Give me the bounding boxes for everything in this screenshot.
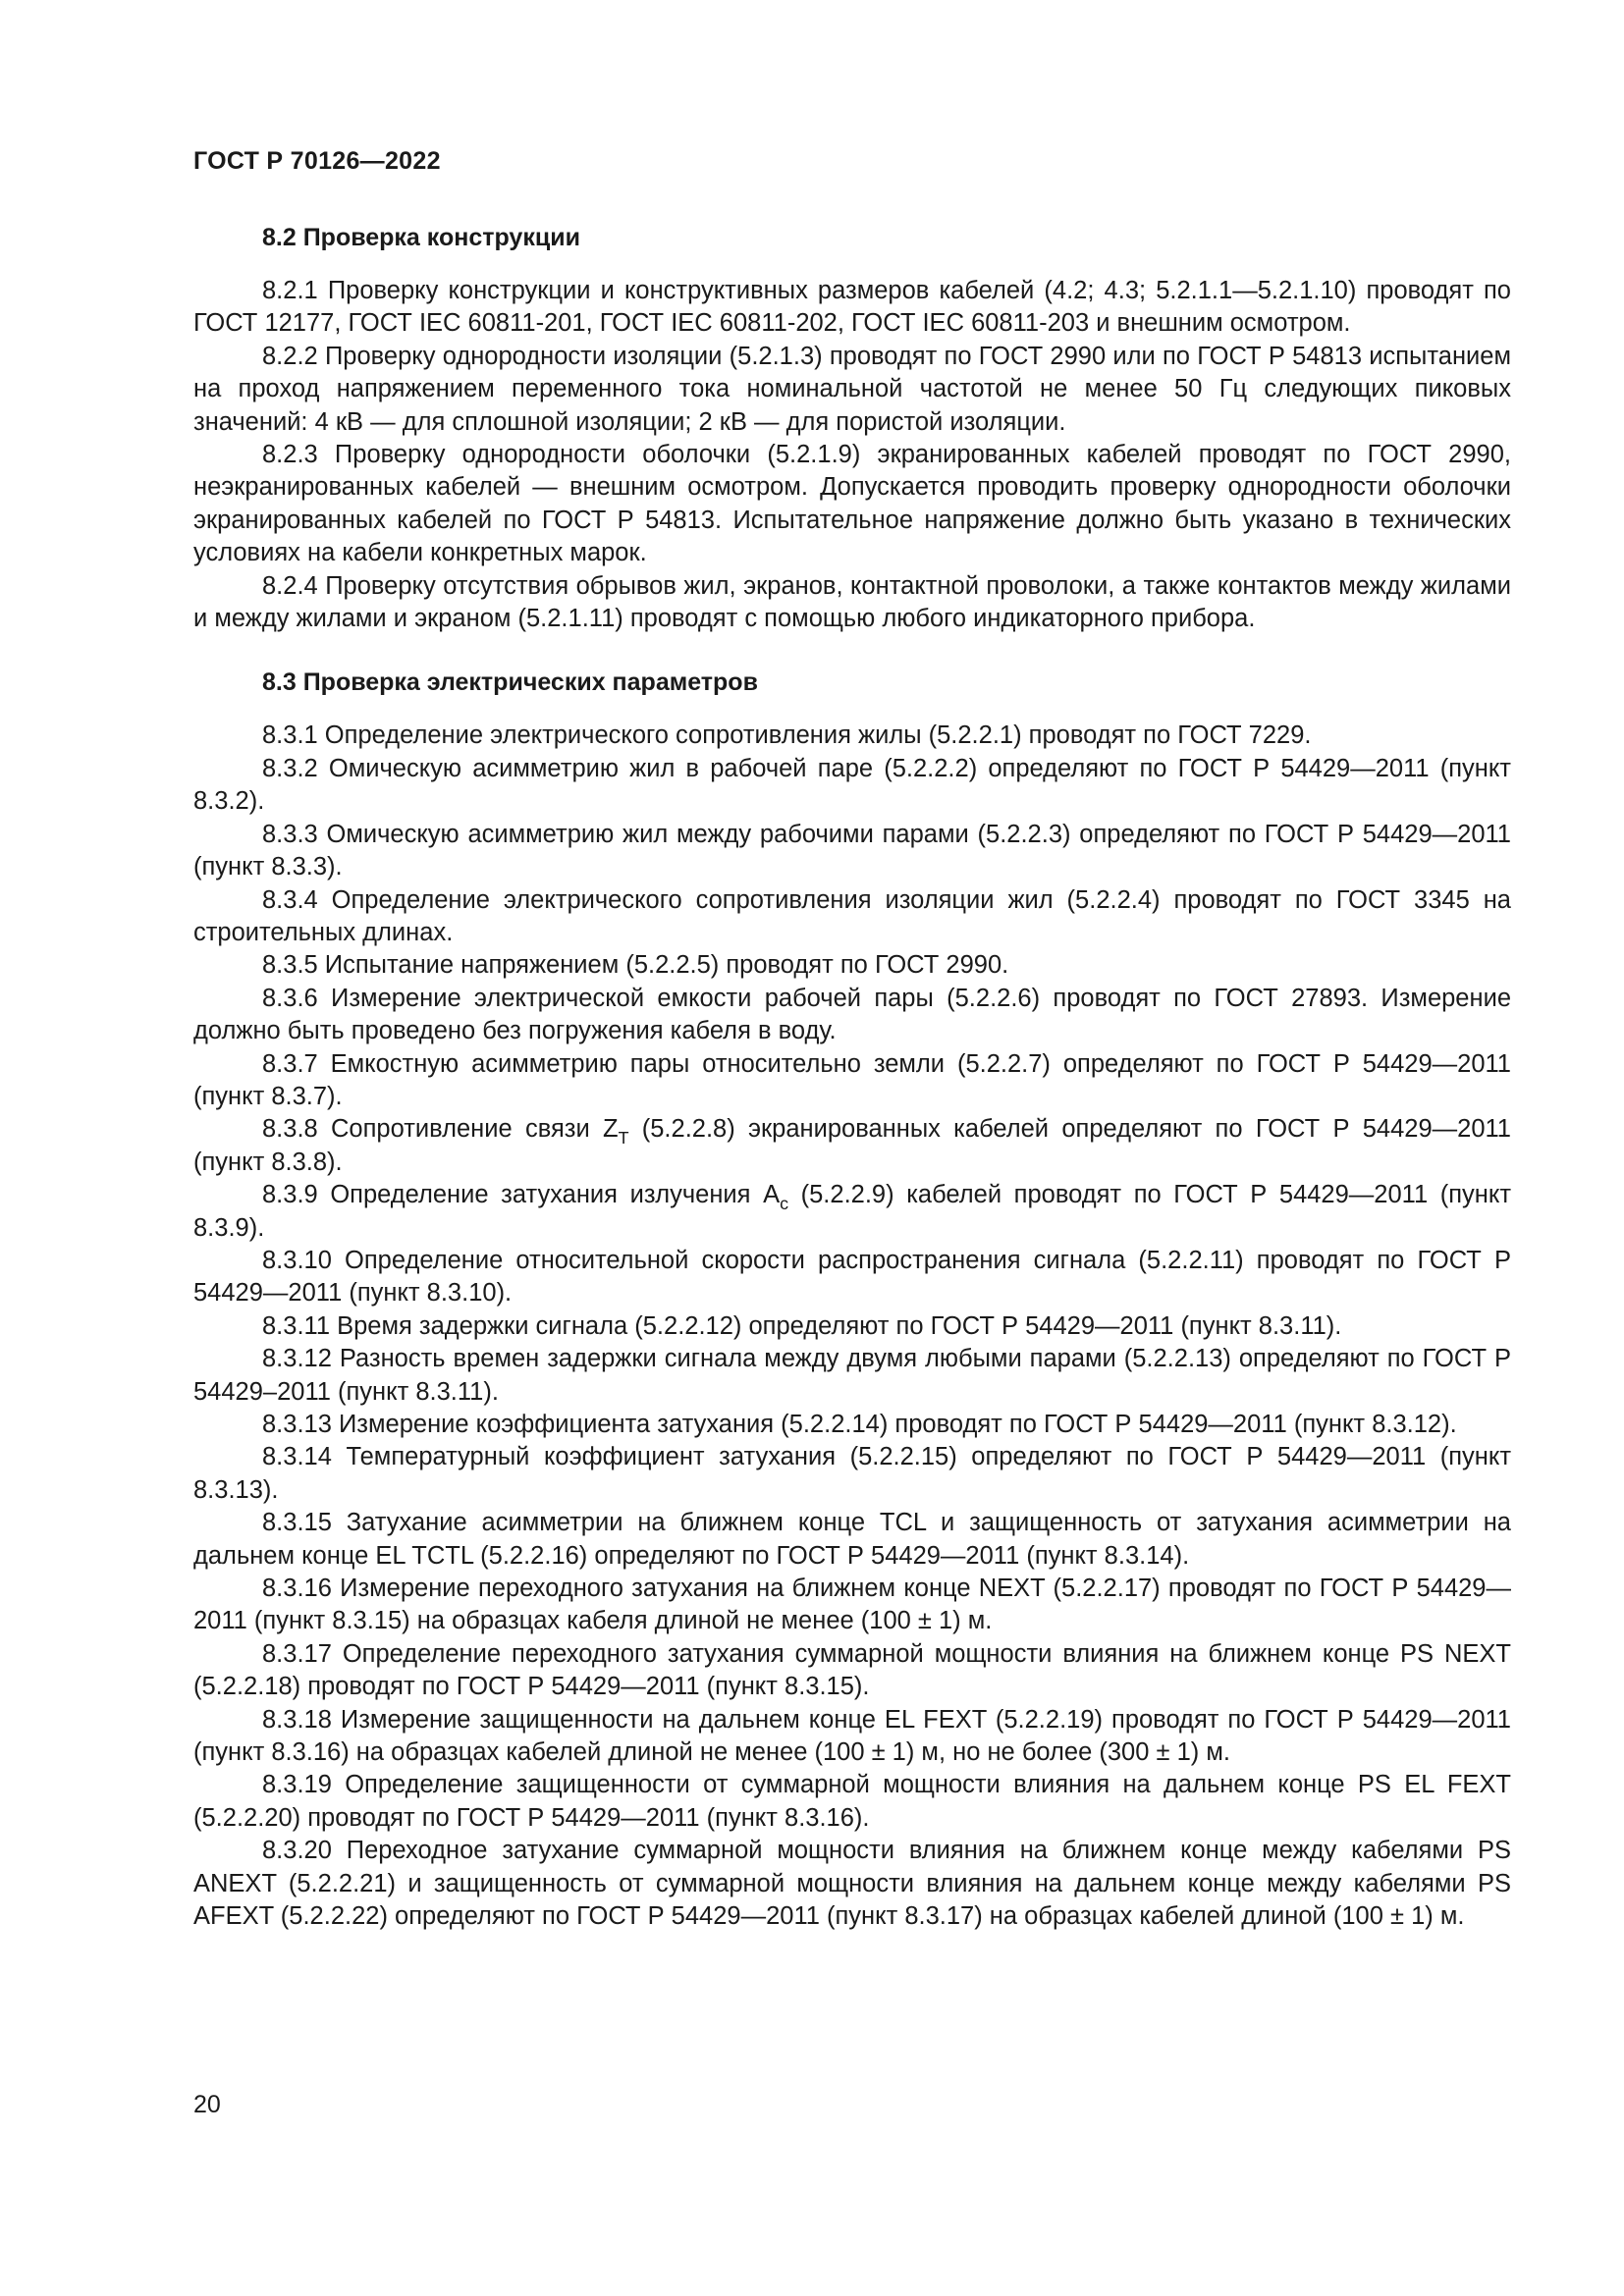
paragraph-8-2-4: 8.2.4 Проверку отсутствия обрывов жил, экранов, контактной проволоки, а также контактов между жилами и между жилами и экраном (5.2.1.11) проводят с помощью любого индикаторного прибора. (193, 571, 1511, 633)
paragraph-8-3-2: 8.3.2 Омическую асимметрию жил в рабочей паре (5.2.2.2) определяют по ГОСТ Р 54429—2011 (пункт 8.3.2). (193, 754, 1511, 816)
subscript-c: c (780, 1194, 789, 1214)
paragraph-8-3-17: 8.3.17 Определение переходного затухания суммарной мощности влияния на ближнем конце PS NEXT (5.2.2.18) проводят по ГОСТ Р 54429—2011 (пункт 8.3.15). (193, 1639, 1511, 1701)
paragraph-8-3-6: 8.3.6 Измерение электрической емкости рабочей пары (5.2.2.6) проводят по ГОСТ 27893. Измерение должно быть проведено без погружения кабеля в воду. (193, 984, 1511, 1045)
paragraph-8-3-10: 8.3.10 Определение относительной скорости распространения сигнала (5.2.2.11) проводят по ГОСТ Р 54429—2011 (пункт 8.3.10). (193, 1246, 1511, 1308)
paragraph-8-3-18: 8.3.18 Измерение защищенности на дальнем конце EL FEXT (5.2.2.19) проводят по ГОСТ Р 54429—2011 (пункт 8.3.16) на образцах кабелей длиной не менее (100 ± 1) м, но не более (300 ± 1) м. (193, 1705, 1511, 1767)
paragraph-8-3-9-text-before: 8.3.9 Определение затухания излучения A (262, 1181, 781, 1209)
paragraph-8-3-19: 8.3.19 Определение защищенности от суммарной мощности влияния на дальнем конце PS EL FEXT (5.2.2.20) проводят по ГОСТ Р 54429—2011 (пункт 8.3.16). (193, 1771, 1511, 1832)
paragraph-8-3-12: 8.3.12 Разность времен задержки сигнала между двумя любыми парами (5.2.2.13) определяют по ГОСТ Р 54429–2011 (пункт 8.3.11). (193, 1345, 1511, 1406)
paragraph-8-3-8 (193, 1113, 1511, 1179)
section-heading-8-2: 8.2 Проверка конструкции (262, 224, 580, 251)
paragraph-8-3-8-text-after: (5.2.2.8) экранированных кабелей определяют по ГОСТ Р 54429—2011 (пункт 8.3.8). (193, 1115, 1511, 1176)
paragraph-8-3-20: 8.3.20 Переходное затухание суммарной мощности влияния на ближнем конце между кабелями PS ANEXT (5.2.2.21) и защищенность от суммарной мощности влияния на дальнем конце между кабелями PS AFEXT (5.2.2.22) определяют по ГОСТ Р 54429—2011 (пункт 8.3.17) на образцах кабелей длиной (100 ± 1) м. (193, 1837, 1511, 1931)
subscript-t: T (618, 1128, 629, 1148)
document-body (193, 218, 1511, 1934)
paragraph-8-3-16: 8.3.16 Измерение переходного затухания на ближнем конце NEXT (5.2.2.17) проводят по ГОСТ Р 54429—2011 (пункт 8.3.15) на образцах кабеля длиной не менее (100 ± 1) м. (193, 1575, 1511, 1635)
paragraph-8-3-8-text-before: 8.3.8 Сопротивление связи Z (262, 1115, 619, 1144)
paragraph-8-3-13: 8.3.13 Измерение коэффициента затухания (5.2.2.14) проводят по ГОСТ Р 54429—2011 (пункт 8.3.12). (262, 1411, 1457, 1438)
paragraph-8-3-3: 8.3.3 Омическую асимметрию жил между рабочими парами (5.2.2.3) определяют по ГОСТ Р 54429—2011 (пункт 8.3.3). (193, 820, 1511, 881)
paragraph-8-3-15: 8.3.15 Затухание асимметрии на ближнем конце TCL и защищенность от затухания асимметрии на дальнем конце EL TCTL (5.2.2.16) определяют по ГОСТ Р 54429—2011 (пункт 8.3.14). (193, 1509, 1511, 1570)
paragraph-8-3-7: 8.3.7 Емкостную асимметрию пары относительно земли (5.2.2.7) определяют по ГОСТ Р 54429—2011 (пункт 8.3.7). (193, 1049, 1511, 1110)
paragraph-8-2-1: 8.2.1 Проверку конструкции и конструктивных размеров кабелей (4.2; 4.3; 5.2.1.1—5.2.1.10) проводят по ГОСТ 12177, ГОСТ IEC 60811-201, ГОСТ IEC 60811-202, ГОСТ IEC 60811-203 и внешним осмотром. (193, 277, 1511, 338)
paragraph-8-3-9 (193, 1179, 1511, 1245)
paragraph-8-3-5: 8.3.5 Испытание напряжением (5.2.2.5) проводят по ГОСТ 2990. (262, 951, 1009, 980)
paragraph-8-3-14: 8.3.14 Температурный коэффициент затухания (5.2.2.15) определяют по ГОСТ Р 54429—2011 (пункт 8.3.13). (193, 1443, 1511, 1504)
paragraph-8-3-11: 8.3.11 Время задержки сигнала (5.2.2.12) определяют по ГОСТ Р 54429—2011 (пункт 8.3.11). (262, 1311, 1342, 1340)
paragraph-8-2-3: 8.2.3 Проверку однородности оболочки (5.2.1.9) экранированных кабелей проводят по ГОСТ 2990, неэкранированных кабелей — внешним осмотром. Допускается проводить проверку однородности оболочки экранированных кабелей по ГОСТ Р 54813. Испытательное напряжение должно быть указано в технических условиях на кабели конкретных марок. (193, 441, 1511, 567)
page-number: 20 (193, 2091, 221, 2118)
paragraph-8-3-9-text-after: (5.2.2.9) кабелей проводят по ГОСТ Р 54429—2011 (пункт 8.3.9). (193, 1181, 1511, 1242)
document-header: ГОСТ Р 70126—2022 (193, 147, 441, 175)
paragraph-8-3-4: 8.3.4 Определение электрического сопротивления изоляции жил (5.2.2.4) проводят по ГОСТ 3345 на строительных длинах. (193, 885, 1511, 946)
paragraph-8-3-1: 8.3.1 Определение электрического сопротивления жилы (5.2.2.1) проводят по ГОСТ 7229. (262, 721, 1312, 750)
section-heading-8-3: 8.3 Проверка электрических параметров (262, 668, 758, 697)
paragraph-8-2-2: 8.2.2 Проверку однородности изоляции (5.2.1.3) проводят по ГОСТ 2990 или по ГОСТ Р 54813 испытанием на проход напряжением переменного тока номинальной частотой не менее 50 Гц следующих пиковых значений: 4 кВ — для сплошной изоляции; 2 кВ — для пористой изоляции. (193, 342, 1511, 436)
